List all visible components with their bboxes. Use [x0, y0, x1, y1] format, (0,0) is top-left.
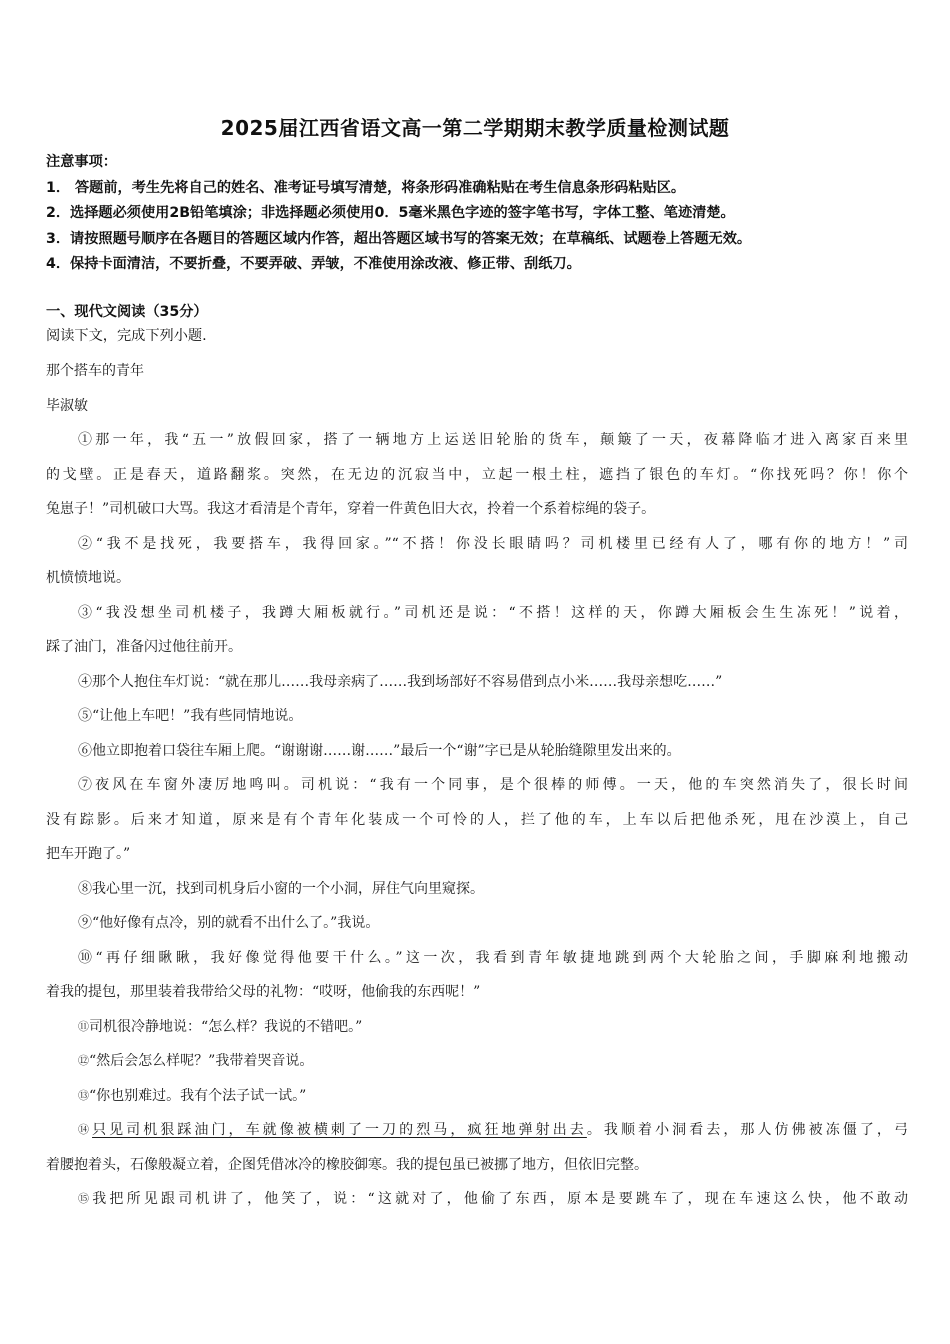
- paragraph-line: 着腰抱着头，石像般凝立着，企图凭借冰冷的橡胶御寒。我的提包虽已被挪了地方，但依旧完整。: [46, 1156, 648, 1173]
- section-header: [46, 300, 906, 348]
- paragraph-line: ⑤“让他上车吧！”我有些同情地说。: [78, 708, 303, 724]
- paragraph-text: “你也别难过。我有个法子试一试。”: [89, 1087, 307, 1104]
- paragraph-line: ⑥他立即抱着口袋往车厢上爬。“谢谢谢……谢……”最后一个“谢”字已是从轮胎缝隙里发出来的。: [78, 742, 681, 759]
- paragraph-number: ⑭: [78, 1123, 93, 1136]
- paragraph-line: 机愤愤地说。: [46, 570, 130, 586]
- paragraph-line: [46, 1079, 908, 1114]
- paragraph-line: 着我的提包，那里装着我带给父母的礼物：“哎呀，他偷我的东西呢！”: [46, 984, 481, 1000]
- notice-item: 1． 答题前，考生先将自己的姓名、准考证号填写清楚，将条形码准确粘贴在考生信息条形码粘贴区。: [46, 179, 686, 196]
- section-heading: 一、现代文阅读（35分）: [46, 304, 208, 320]
- paragraph-line: ⑩“再仔细瞅瞅，我好像觉得他要干什么。”这一次，我看到青年敏捷地跳到两个大轮胎之间，手脚麻利地搬动: [78, 949, 908, 966]
- paragraph-line: ①那一年，我“五一”放假回家，搭了一辆地方上运送旧轮胎的货车，颠簸了一天，夜幕降临才进入离家百来里: [78, 432, 908, 448]
- paragraph-line: 没有踪影。后来才知道，原来是有个青年化装成一个可怜的人，拦了他的车，上车以后把他杀死，甩在沙漠上，自己: [46, 811, 908, 828]
- paragraph-line: 的戈壁。正是春天，道路翻浆。突然，在无边的沉寂当中，立起一根土柱，遮挡了银色的车灯。“你找死吗？你！你个: [46, 466, 908, 483]
- paragraph-line: 把车开跑了。”: [46, 846, 131, 862]
- paragraph-line: 踩了油门，准备闪过他往前开。: [46, 639, 242, 655]
- paragraph-text: 。我顺着小洞看去，那人仿佛被冻僵了，弓: [586, 1122, 908, 1138]
- notice-item: 2．选择题必须使用2B铅笔填涂；非选择题必须使用0．5毫米黑色字迹的签字笔书写，字体工整、笔迹清楚。: [46, 205, 735, 221]
- section-instruction: 阅读下文，完成下列小题.: [46, 328, 207, 344]
- paragraph-line: ⑧我心里一沉，找到司机身后小窗的一个小洞，屏住气向里窥探。: [78, 880, 484, 897]
- paragraph-line: ②“我不是找死，我要搭车，我得回家。”“不搭！你没长眼睛吗？司机楼里已经有人了，哪有你的地方！”司: [78, 535, 908, 552]
- page-title: 2025届江西省语文高一第二学期期末教学质量检测试题: [220, 116, 730, 140]
- paragraph-number: ⑫: [78, 1054, 89, 1067]
- paragraph-line: [46, 1044, 908, 1079]
- paragraph-line: ⑨“他好像有点冷，别的就看不出什么了。”我说。: [78, 915, 380, 931]
- paragraph-text: 司机很冷静地说：“怎么样？我说的不错吧。”: [89, 1018, 363, 1035]
- notice-item: 4．保持卡面清洁，不要折叠，不要弄破、弄皱，不准使用涂改液、修正带、刮纸刀。: [46, 256, 581, 272]
- paragraph-line: 兔崽子！”司机破口大骂。我这才看清是个青年，穿着一件黄色旧大衣，拎着一个系着棕绳的袋子。: [46, 501, 656, 517]
- paragraph-line: [46, 1113, 908, 1148]
- paragraph-number: ⑬: [78, 1088, 89, 1102]
- paragraph-line: [46, 1182, 908, 1217]
- article-title: 那个搭车的青年: [46, 363, 144, 379]
- notice-item: 3．请按照题号顺序在各题目的答题区域内作答，超出答题区域书写的答案无效；在草稿纸、试题卷上答题无效。: [46, 230, 752, 247]
- paragraph-number: ⑮: [78, 1192, 93, 1205]
- paragraph-line: ⑦夜风在车窗外凄厉地鸣叫。司机说：“我有一个同事，是个很棒的师傅。一天，他的车突然消失了，很长时间: [78, 777, 908, 793]
- paragraph-line: [46, 1010, 908, 1045]
- article-author: 毕淑敏: [46, 397, 88, 414]
- paragraph-line: ④那个人抱住车灯说：“就在那儿……我母亲病了……我到场部好不容易借到点小米……我母亲想吃……”: [78, 673, 723, 690]
- paragraph-text: 我把所见跟司机讲了，他笑了，说：“这就对了，他偷了东西，原本是要跳车了，现在车速这么快，他不敢动: [92, 1191, 909, 1207]
- notice-block: [46, 150, 906, 278]
- underlined-sentence: 只见司机狠踩油门，车就像被横刺了一刀的烈马，疯狂地弹射出去: [92, 1122, 587, 1138]
- paragraph-text: “然后会怎么样呢？”我带着哭音说。: [89, 1053, 314, 1069]
- notice-heading: 注意事项：: [46, 154, 117, 170]
- article-body: [46, 354, 908, 1217]
- paragraph-line: ③“我没想坐司机楼子，我蹲大厢板就行。”司机还是说：“不搭！这样的天，你蹲大厢板会生生冻死！”说着，: [78, 604, 908, 621]
- paragraph-number: ⑪: [78, 1019, 89, 1033]
